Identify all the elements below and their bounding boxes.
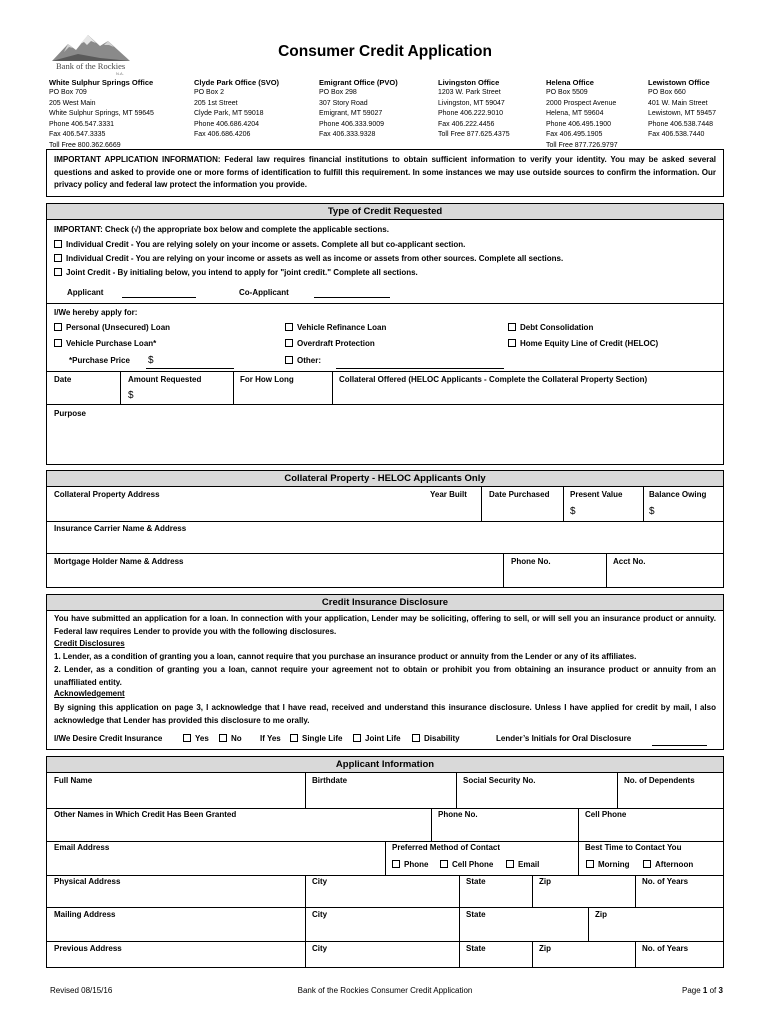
office-line: Toll Free 800.362.6669 xyxy=(49,141,121,149)
checkbox[interactable] xyxy=(506,860,514,868)
office-line: Fax 406.495.1905 xyxy=(546,131,603,138)
collateral-offered-label: Collateral Offered (HELOC Applicants - Complete the Collateral Property Section) xyxy=(339,375,648,384)
date-label: Date xyxy=(54,375,72,384)
divider xyxy=(46,907,724,908)
divider xyxy=(532,941,533,968)
individual-credit-option[interactable] xyxy=(54,240,465,249)
option-label: Individual Credit - You are relying solely on your income or assets. Complete all but co-applicant section. xyxy=(66,240,466,249)
credit-instruction: IMPORTANT: Check (√) the appropriate box below and complete the applicable sections. xyxy=(54,225,389,234)
divider xyxy=(46,371,724,372)
option-label: Home Equity Line of Credit (HELOC) xyxy=(520,339,659,348)
checkbox[interactable] xyxy=(440,860,448,868)
option-label: Afternoon xyxy=(655,860,694,869)
divider xyxy=(46,303,724,304)
vehicle-purchase-option[interactable] xyxy=(54,339,156,348)
mortgage-holder-label: Mortgage Holder Name & Address xyxy=(54,557,184,566)
page-prefix: Page xyxy=(682,986,703,995)
option-label: No xyxy=(231,734,242,743)
office-line: Phone 406.495.1900 xyxy=(546,120,612,128)
credit-insurance-header: Credit Insurance Disclosure xyxy=(46,594,724,611)
office-name: Emigrant Office (PVO) xyxy=(319,78,398,87)
office-line: 205 1st Street xyxy=(194,99,238,107)
office-name: Clyde Park Office (SVO) xyxy=(194,78,280,87)
office-line: PO Box 660 xyxy=(648,89,686,96)
acct-no-label: Acct No. xyxy=(613,557,646,566)
checkbox[interactable] xyxy=(54,254,62,262)
checkbox[interactable] xyxy=(508,339,516,347)
checkbox[interactable] xyxy=(285,323,293,331)
checkbox[interactable] xyxy=(285,356,293,364)
option-label: Joint Life xyxy=(365,734,401,743)
physical-zip-label: Zip xyxy=(539,877,551,886)
checkbox[interactable] xyxy=(54,339,62,347)
vehicle-refinance-option[interactable] xyxy=(285,323,386,332)
option-label: Vehicle Purchase Loan* xyxy=(66,339,157,348)
office-line: Phone 406.538.7448 xyxy=(648,120,714,128)
checkbox[interactable] xyxy=(643,860,651,868)
disclosure-item-1: 1. Lender, as a condition of granting you a loan, cannot require that you purchase an insurance product or annuity from the Lender or any of its affiliates. xyxy=(54,652,637,661)
individual-credit-other-option[interactable] xyxy=(54,254,563,263)
for-how-long-label: For How Long xyxy=(240,375,294,384)
physical-years-label: No. of Years xyxy=(642,877,689,886)
email-address-label: Email Address xyxy=(54,843,110,852)
office-line: Helena, MT 59604 xyxy=(546,110,604,117)
divider xyxy=(332,371,333,404)
divider xyxy=(46,941,724,942)
checkbox[interactable] xyxy=(586,860,594,868)
debt-consolidation-option[interactable] xyxy=(508,323,593,332)
footer-title: Bank of the Rockies Consumer Credit Application xyxy=(297,986,473,995)
divider xyxy=(456,773,457,808)
office-line: Fax 406.686.4206 xyxy=(194,131,251,138)
personal-loan-option[interactable] xyxy=(54,323,170,332)
morning-option[interactable] xyxy=(586,860,630,869)
acknowledgement-title: Acknowledgement xyxy=(54,689,125,698)
office-line: White Sulphur Springs, MT 59645 xyxy=(49,110,154,117)
office-line: PO Box 2 xyxy=(194,89,224,96)
phone-label: Phone No. xyxy=(438,810,478,819)
option-label: Individual Credit - You are relying on your income or assets as well as income or assets from other sources. Complete all sections. xyxy=(66,254,564,263)
option-label: Other: xyxy=(297,356,321,365)
mailing-zip-label: Zip xyxy=(595,910,607,919)
divider xyxy=(46,521,724,522)
logo-subtext: N.A. xyxy=(116,71,124,76)
physical-city-label: City xyxy=(312,877,328,886)
other-field[interactable] xyxy=(336,368,504,369)
apply-for-label: I/We hereby apply for: xyxy=(54,308,138,317)
checkbox[interactable] xyxy=(392,860,400,868)
office-line: 2000 Prospect Avenue xyxy=(546,99,617,107)
logo-text: Bank of the Rockies xyxy=(56,61,126,71)
dependents-label: No. of Dependents xyxy=(624,776,695,785)
office-line: Toll Free 877.726.9797 xyxy=(546,141,618,149)
checkbox[interactable] xyxy=(508,323,516,331)
checkbox[interactable] xyxy=(54,323,62,331)
divider xyxy=(635,941,636,968)
page-of: of xyxy=(707,986,719,995)
checkbox[interactable] xyxy=(54,240,62,248)
option-label: Personal (Unsecured) Loan xyxy=(66,323,171,332)
disability-option[interactable] xyxy=(412,734,460,743)
option-label: Disability xyxy=(424,734,460,743)
divider xyxy=(46,404,724,405)
divider xyxy=(431,808,432,841)
office-clyde-park xyxy=(194,77,279,141)
if-yes-label: If Yes xyxy=(260,734,281,743)
collateral-header: Collateral Property - HELOC Applicants Only xyxy=(46,470,724,487)
other-option[interactable] xyxy=(285,356,321,365)
office-line: 307 Story Road xyxy=(319,99,368,107)
mailing-address-label: Mailing Address xyxy=(54,910,116,919)
full-name-label: Full Name xyxy=(54,776,93,785)
best-time-label: Best Time to Contact You xyxy=(585,843,682,852)
other-names-label: Other Names in Which Credit Has Been Granted xyxy=(54,810,237,819)
afternoon-option[interactable] xyxy=(643,860,693,869)
mailing-city-label: City xyxy=(312,910,328,919)
checkbox[interactable] xyxy=(219,734,227,742)
divider xyxy=(588,908,589,941)
office-line: Emigrant, MT 59027 xyxy=(319,110,383,117)
insurance-carrier-label: Insurance Carrier Name & Address xyxy=(54,524,187,533)
balance-owing-dollar: $ xyxy=(649,506,655,517)
divider xyxy=(617,773,618,808)
type-of-credit-header: Type of Credit Requested xyxy=(46,203,724,220)
balance-owing-label: Balance Owing xyxy=(649,490,707,499)
office-line: 205 West Main xyxy=(49,99,96,107)
checkbox[interactable] xyxy=(412,734,420,742)
office-line: Phone 406.222.9010 xyxy=(438,110,504,117)
page-total: 3 xyxy=(718,986,723,995)
contact-phone-option[interactable] xyxy=(392,860,428,869)
option-label: Phone xyxy=(404,860,429,869)
collateral-address-label: Collateral Property Address xyxy=(54,490,160,499)
option-label: Joint Credit - By initialing below, you intend to apply for "joint credit." Complete all sections. xyxy=(66,268,418,277)
office-livingston xyxy=(438,77,510,141)
divider xyxy=(635,875,636,907)
applicant-initials-field[interactable] xyxy=(122,297,196,298)
divider xyxy=(503,553,504,588)
cell-phone-label: Cell Phone xyxy=(585,810,627,819)
divider xyxy=(305,773,306,808)
coapplicant-initials-field[interactable] xyxy=(314,297,390,298)
lender-initials-label: Lender’s Initials for Oral Disclosure xyxy=(496,734,632,743)
option-label: Email xyxy=(518,860,540,869)
physical-state-label: State xyxy=(466,877,486,886)
page-number: 1 xyxy=(702,986,708,995)
divider xyxy=(305,875,306,968)
page-title: Consumer Credit Application xyxy=(278,43,492,60)
office-line: PO Box 298 xyxy=(319,89,357,96)
mailing-state-label: State xyxy=(466,910,486,919)
previous-address-label: Previous Address xyxy=(54,944,122,953)
office-line: 1203 W. Park Street xyxy=(438,89,501,96)
present-value-label: Present Value xyxy=(570,490,623,499)
divider xyxy=(643,487,644,521)
office-lewistown xyxy=(648,77,716,141)
joint-credit-option[interactable] xyxy=(54,268,418,277)
divider xyxy=(46,808,724,809)
lender-initials-field[interactable] xyxy=(652,745,707,746)
desire-insurance-label: I/We Desire Credit Insurance xyxy=(54,734,163,743)
office-line: Toll Free 877.625.4375 xyxy=(438,131,510,138)
credit-disclosures-title: Credit Disclosures xyxy=(54,639,125,648)
office-list xyxy=(49,77,729,147)
applicant-label: Applicant xyxy=(67,288,104,297)
previous-years-label: No. of Years xyxy=(642,944,689,953)
insurance-no-option[interactable] xyxy=(219,734,242,743)
purchase-price-label: *Purchase Price xyxy=(69,356,130,365)
joint-life-option[interactable] xyxy=(353,734,401,743)
dollar-sign: $ xyxy=(148,355,154,366)
divider xyxy=(563,487,564,521)
office-line: Fax 406.222.4456 xyxy=(438,120,495,128)
applicant-info-header: Applicant Information xyxy=(46,756,724,773)
previous-city-label: City xyxy=(312,944,328,953)
office-name: Lewistown Office xyxy=(648,78,710,87)
divider xyxy=(532,875,533,907)
acknowledgement-text: By signing this application on page 3, I acknowledge that I have read, received and understand this insurance disclosure. Unless I have applied for credit by mail, I also acknowledge that Lender has provided this disclosure to me orally. xyxy=(54,703,716,725)
disclosure-item-2: 2. Lender, as a condition of granting you a loan, cannot require your agreement not to obtain or prohibit you from obtaining an insurance product or annuity from an unaffiliated entity. xyxy=(54,665,716,687)
office-name: Helena Office xyxy=(546,78,594,87)
office-line: Phone 406.333.9009 xyxy=(319,120,385,128)
office-line: PO Box 709 xyxy=(49,89,87,96)
previous-state-label: State xyxy=(466,944,486,953)
divider xyxy=(481,487,482,521)
ssn-label: Social Security No. xyxy=(463,776,536,785)
option-label: Yes xyxy=(195,734,209,743)
coapplicant-label: Co-Applicant xyxy=(239,288,289,297)
option-label: Debt Consolidation xyxy=(520,323,594,332)
office-line: Livingston, MT 59047 xyxy=(438,99,505,107)
previous-zip-label: Zip xyxy=(539,944,551,953)
office-line: Phone 406.547.3331 xyxy=(49,120,115,128)
office-line: Lewistown, MT 59457 xyxy=(648,110,716,117)
contact-cell-option[interactable] xyxy=(440,860,493,869)
office-line: Clyde Park, MT 59018 xyxy=(194,110,264,117)
checkbox[interactable] xyxy=(183,734,191,742)
amount-requested-label: Amount Requested xyxy=(128,375,202,384)
divider xyxy=(385,841,386,875)
date-purchased-label: Date Purchased xyxy=(489,490,550,499)
divider xyxy=(46,553,724,554)
option-label: Single Life xyxy=(302,734,343,743)
important-notice: IMPORTANT APPLICATION INFORMATION: Federal law requires financial institutions to obtain sufficient information to verify your identity. You may be asked several questions and asked to provide one or more forms of identification to fulfill this requirement. In some instances we may use outside sources to confirm the information. Our privacy policy and federal law protect the information you provide. xyxy=(54,155,716,190)
option-label: Overdraft Protection xyxy=(297,339,375,348)
checkbox[interactable] xyxy=(290,734,298,742)
overdraft-option[interactable] xyxy=(285,339,375,348)
contact-email-option[interactable] xyxy=(506,860,539,869)
amount-dollar-sign: $ xyxy=(128,390,134,401)
option-label: Cell Phone xyxy=(452,860,494,869)
office-line: Phone 406.686.4204 xyxy=(194,120,260,128)
checkbox[interactable] xyxy=(285,339,293,347)
present-value-dollar: $ xyxy=(570,506,576,517)
office-line: Fax 406.538.7440 xyxy=(648,131,705,138)
year-built-label: Year Built xyxy=(430,490,467,499)
checkbox[interactable] xyxy=(54,268,62,276)
office-line: Fax 406.547.3335 xyxy=(49,131,106,138)
office-line: 401 W. Main Street xyxy=(648,99,708,107)
office-line: PO Box 5509 xyxy=(546,89,588,96)
mortgage-phone-label: Phone No. xyxy=(511,557,551,566)
footer-revised: Revised 08/15/16 xyxy=(50,986,113,995)
divider xyxy=(120,371,121,404)
checkbox[interactable] xyxy=(353,734,361,742)
option-label: Vehicle Refinance Loan xyxy=(297,323,387,332)
footer-page xyxy=(682,986,723,995)
single-life-option[interactable] xyxy=(290,734,342,743)
divider xyxy=(233,371,234,404)
divider xyxy=(46,875,724,876)
office-white-sulphur xyxy=(49,77,154,151)
option-label: Morning xyxy=(598,860,630,869)
birthdate-label: Birthdate xyxy=(312,776,348,785)
office-line: Fax 406.333.9328 xyxy=(319,131,376,138)
heloc-option[interactable] xyxy=(508,339,658,348)
office-emigrant xyxy=(319,77,398,141)
office-name: White Sulphur Springs Office xyxy=(49,78,154,87)
purpose-label: Purpose xyxy=(54,409,87,418)
office-name: Livingston Office xyxy=(438,78,500,87)
divider xyxy=(459,875,460,968)
purchase-price-field[interactable] xyxy=(146,368,234,369)
physical-address-label: Physical Address xyxy=(54,877,121,886)
preferred-contact-label: Preferred Method of Contact xyxy=(392,843,501,852)
divider xyxy=(606,553,607,588)
insurance-intro: You have submitted an application for a loan. In connection with your application, Lender may be soliciting, offering to sell, or will sell you an insurance product or annuity. Federal law requires Lender to provide you with the following disclosures. xyxy=(54,614,716,636)
office-helena xyxy=(546,77,618,151)
insurance-yes-option[interactable] xyxy=(183,734,209,743)
